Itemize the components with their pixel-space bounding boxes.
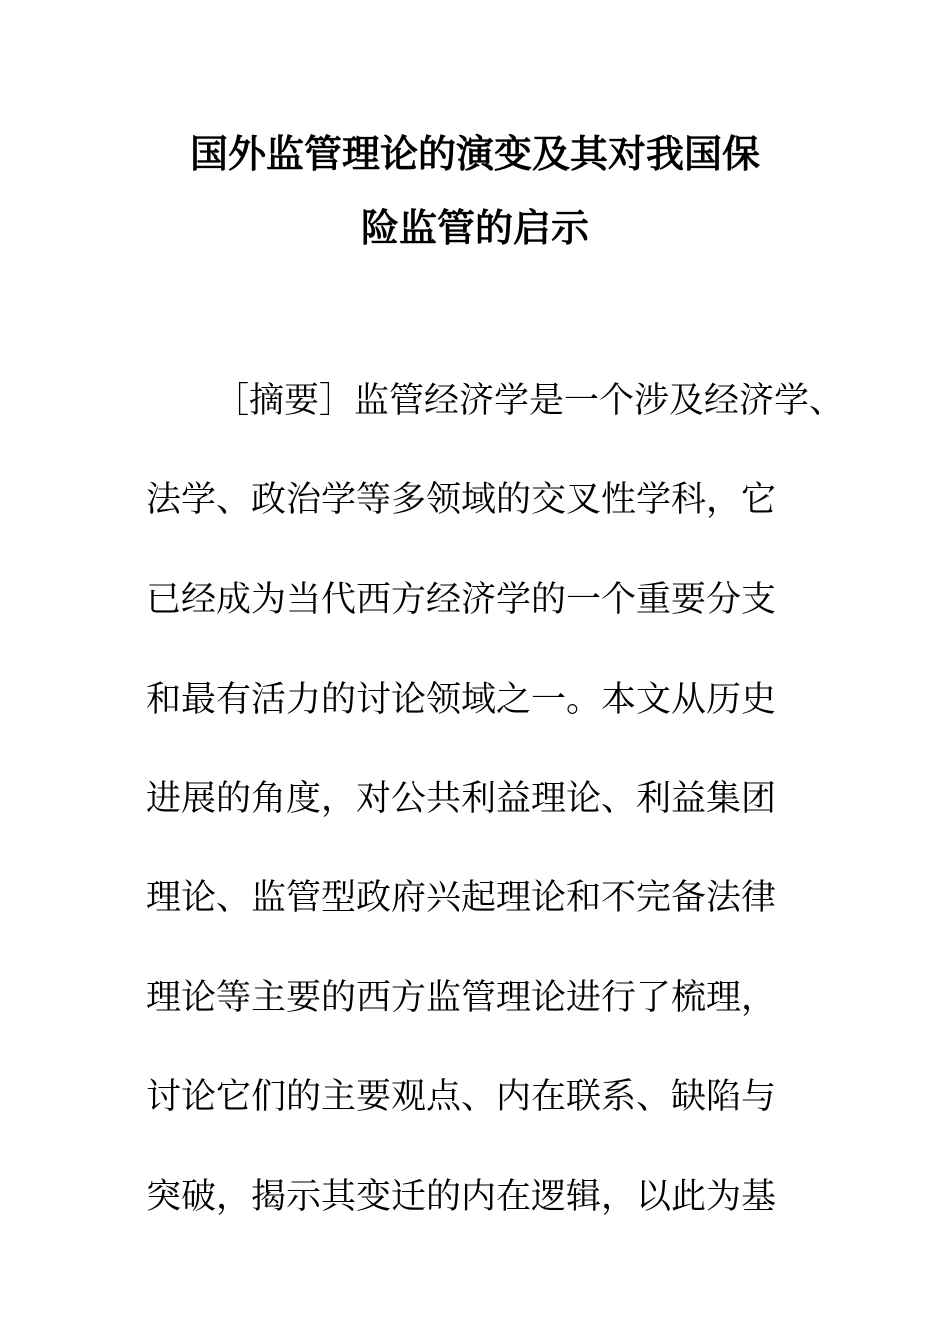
abstract-line-3: 已经成为当代西方经济学的一个重要分支: [146, 580, 777, 620]
abstract-line-5: 进展的角度，对公共利益理论、利益集团: [146, 779, 777, 819]
abstract-line-4: 和最有活力的讨论领域之一。本文从历史: [146, 680, 777, 720]
document-title-line-2: 险监管的启示: [360, 206, 589, 250]
abstract-line-1: ［摘要］监管经济学是一个涉及经济学、: [214, 381, 845, 421]
abstract-line-9: 突破，揭示其变迁的内在逻辑，以此为基: [146, 1177, 777, 1217]
abstract-line-8: 讨论它们的主要观点、内在联系、缺陷与: [146, 1077, 777, 1117]
abstract-line-7: 理论等主要的西方监管理论进行了梳理，: [146, 978, 777, 1018]
document-title-line-1: 国外监管理论的演变及其对我国保: [189, 132, 760, 176]
abstract-line-2: 法学、政治学等多领域的交叉性学科，它: [146, 480, 777, 520]
abstract-line-6: 理论、监管型政府兴起理论和不完备法律: [146, 878, 777, 918]
